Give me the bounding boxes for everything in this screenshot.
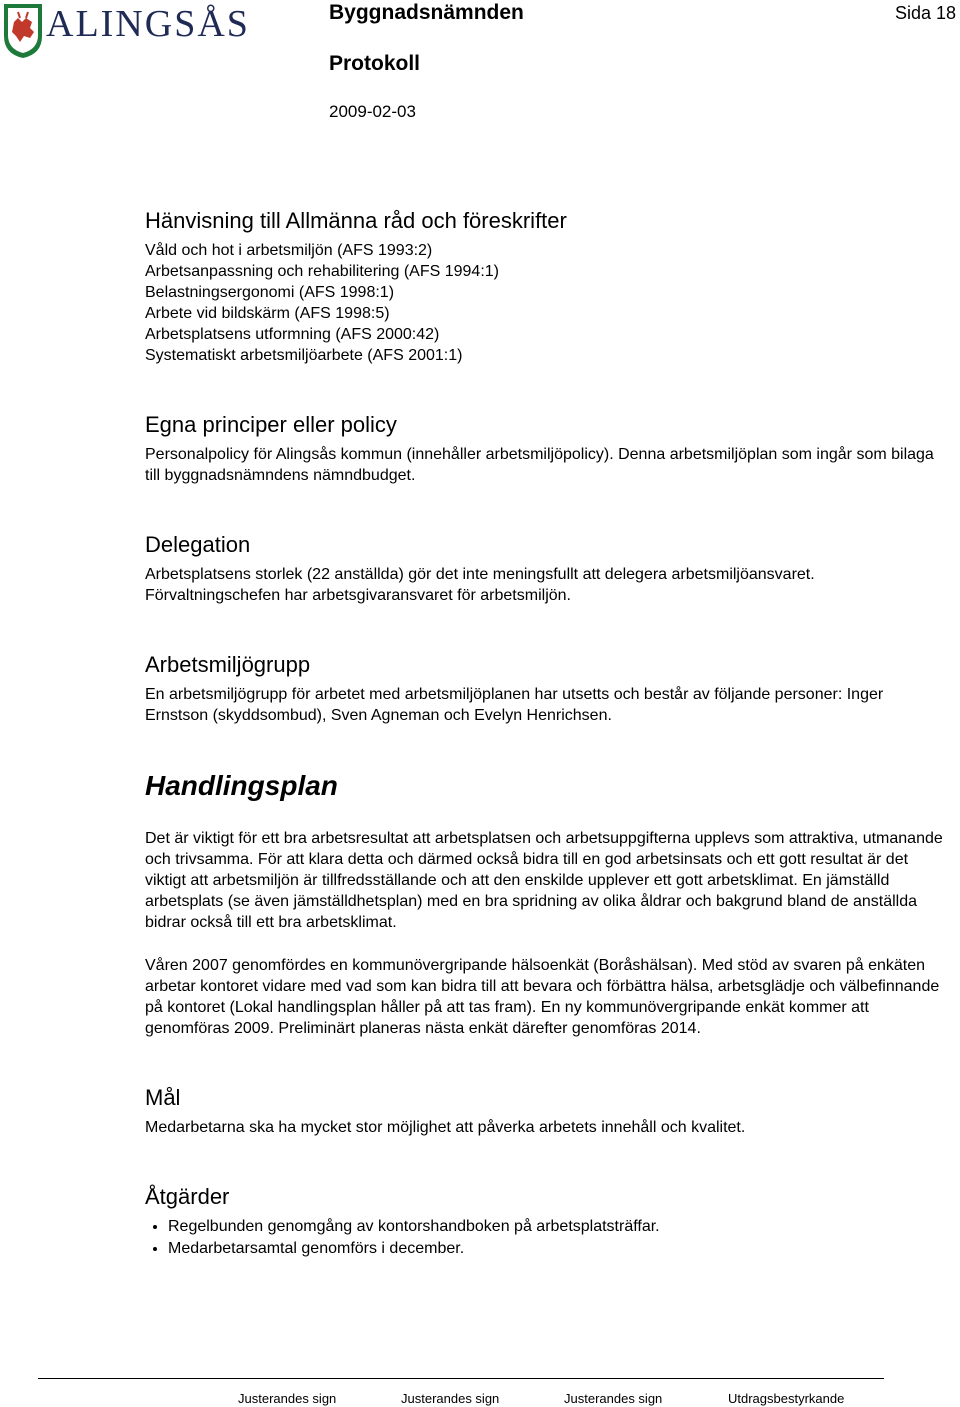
- actions-list: [145, 1216, 945, 1260]
- section-actions: [145, 1182, 945, 1260]
- section-heading: Egna principer eller policy: [145, 412, 397, 437]
- footer-excerpt: Utdragsbestyrkande: [728, 1391, 845, 1406]
- list-item: • Regelbunden genomgång av kontorshandboken på arbetsplatsträffar.: [168, 1216, 945, 1238]
- section-text: Arbetsplatsens storlek (22 anställda) gör det inte meningsfullt att delegera arbetsmiljöansvaret. Förvaltningschefen har arbetsgivaransvaret för arbetsmiljön.: [145, 566, 815, 604]
- section-references: [145, 206, 945, 366]
- footer-sign-1: Justerandes sign: [238, 1391, 337, 1406]
- department-title: Byggnadsnämnden: [329, 1, 524, 24]
- list-item: • Medarbetarsamtal genomförs i december.: [168, 1238, 945, 1260]
- section-text: Medarbetarna ska ha mycket stor möjlighet att påverka arbetets innehåll och kvalitet.: [145, 1119, 746, 1136]
- document-date: 2009-02-03: [329, 102, 416, 121]
- section-group: [145, 650, 945, 726]
- section-heading: Delegation: [145, 532, 251, 557]
- paragraph: Våren 2007 genomfördes en kommunövergripande hälsoenkät (Boråshälsan). Med stöd av svaren på enkäten arbetar kontoret vidare med vad som kan bidra till att bevara och förbättra hälsa, arbetsglädje och välbefinnande på kontoret (Lokal handlingsplan håller på att tas fram). En ny kommunövergripande enkät kommer att genomföras 2009. Preliminärt planeras nästa enkät därefter genomföras 2014.: [145, 957, 940, 1037]
- footer-sign-3: Justerandes sign: [564, 1391, 663, 1406]
- section-policy: [145, 410, 945, 486]
- main-heading: Handlingsplan: [145, 770, 338, 801]
- footer-sign-2: Justerandes sign: [401, 1391, 500, 1406]
- list-item: Belastningsergonomi (AFS 1998:1): [145, 284, 395, 301]
- section-heading: Hänvisning till Allmänna råd och föreskrifter: [145, 208, 567, 233]
- section-heading: Åtgärder: [145, 1184, 230, 1209]
- page-number: Sida 18: [895, 3, 957, 23]
- references-list: [145, 240, 945, 366]
- coat-of-arms-icon: [2, 2, 44, 60]
- list-item: Arbetsplatsens utformning (AFS 2000:42): [145, 326, 440, 343]
- section-text: En arbetsmiljögrupp för arbetet med arbetsmiljöplanen har utsetts och består av följande personer: Inger Ernstson (skyddsombud), Sven Agneman och Evelyn Henrichsen.: [145, 686, 884, 724]
- section-heading: Arbetsmiljögrupp: [145, 652, 311, 677]
- municipality-logo: [0, 0, 262, 62]
- section-text: Personalpolicy för Alingsås kommun (innehåller arbetsmiljöpolicy). Denna arbetsmiljöplan som ingår som bilaga till byggnadsnämndens nämndbudget.: [145, 446, 934, 484]
- document-body: [145, 206, 945, 1260]
- section-delegation: [145, 530, 945, 606]
- list-item: Systematiskt arbetsmiljöarbete (AFS 2001:1): [145, 347, 463, 364]
- list-item: Arbete vid bildskärm (AFS 1998:5): [145, 305, 390, 322]
- footer-divider: [38, 1378, 884, 1379]
- section-goal: [145, 1083, 945, 1138]
- list-item: Arbetsanpassning och rehabilitering (AFS 1994:1): [145, 263, 499, 280]
- section-plan: [145, 768, 945, 1039]
- document-type: Protokoll: [329, 52, 421, 75]
- section-heading: Mål: [145, 1085, 181, 1110]
- logo-wordmark: ALINGSÅS: [46, 3, 250, 45]
- list-item: Våld och hot i arbetsmiljön (AFS 1993:2): [145, 242, 433, 259]
- paragraph: Det är viktigt för ett bra arbetsresultat att arbetsplatsen och arbetsuppgifterna upplevs som attraktiva, utmanande och trivsamma. För att klara detta och därmed också bidra till en god arbetsinsats och ett gott resultat är det viktigt att arbetsmiljön är tillfredsställande och att den enskilde upplever ett gott arbetsklimat. En jämställd arbetsplats (se även jämställdhetsplan) med en bra spridning av olika åldrar och bakgrund bland de anställda bidrar också till ett bra arbetsklimat.: [145, 830, 943, 931]
